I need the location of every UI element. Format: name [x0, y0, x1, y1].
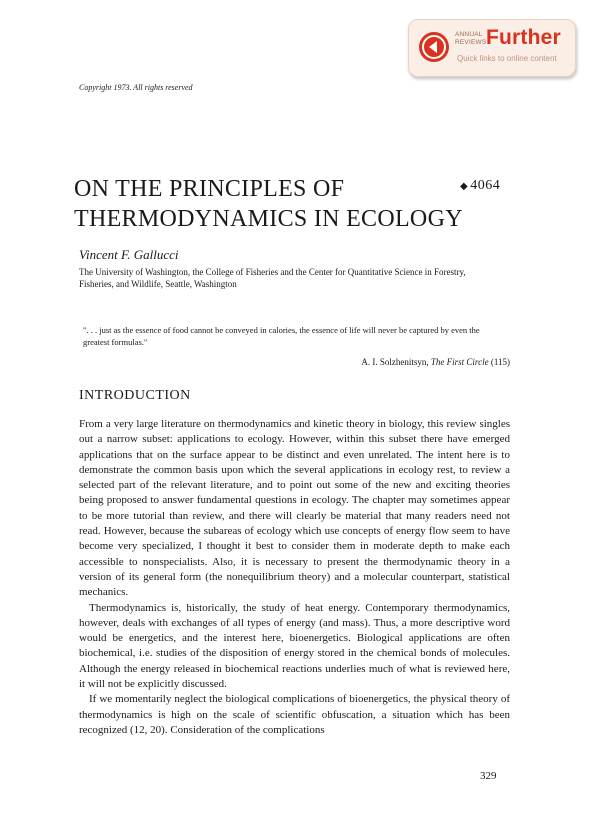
section-code: ◆ 4064: [460, 178, 501, 193]
further-label: Further: [486, 26, 561, 49]
paragraph: Thermodynamics is, historically, the study of heat energy. Contemporary thermodynamics, however, deals with exchanges of all types of energy (and mass). Thus, a more descriptive word would be energetics, and the interest here, bioenergetics. Biological applications are often biochemical, i.e. studies of the disposition of energy stored in the chemical bonds of molecules. Although the energy released in biochemical reactions underlies much of what is reviewed here, it will not be explicitly discussed.: [79, 601, 510, 691]
diamond-icon: ◆: [460, 181, 469, 192]
epigraph-work: The First Circle: [430, 357, 489, 367]
author-affiliation: The University of Washington, the College of Fisheries and the Center for Quantitative Science in Forestry, Fisheries, and Wildlife, Seattle, Washington: [79, 267, 466, 289]
author-name: Vincent F. Gallucci: [79, 247, 179, 262]
quick-links-label: Quick links to online content: [457, 54, 557, 63]
article-title: [74, 174, 463, 234]
annual-reviews-logo: ANNUAL REVIEWS: [455, 31, 487, 46]
epigraph-ref: (115): [490, 357, 510, 367]
section-heading: INTRODUCTION: [79, 388, 191, 403]
title-line-2: THERMODYNAMICS IN ECOLOGY: [74, 206, 463, 232]
back-arrow-icon: [419, 32, 449, 62]
body-text: [79, 417, 510, 738]
epigraph-author: A. I. Solzhenitsyn,: [361, 357, 429, 367]
paragraph: From a very large literature on thermodynamics and kinetic theory in biology, this review singles out a narrow subset: applications to ecology. However, within this subset there have emerged applications that on the surface appear to be distinct and even unrelated. The intent here is to demonstrate the common basis upon which the several applications in ecology rest, to review a selected part of the relevant literature, and to point out some of the new and exciting theories being proposed to answer fundamental questions in ecology. The chapter may sometimes appear to be more tutorial than review, and there will clearly be material that many readers need not read. However, because the subareas of ecology which use concepts of energy flow seem to have become very specialized, I thought it best to consider them in moderate depth to make each accessible to nonspecialists. Also, it is necessary to present the thermodynamic theory in a version of its general form (the nonequilibrium theory) and a molecular counterpart, statistical mechanics.: [79, 418, 510, 599]
epigraph-attribution: [285, 357, 510, 367]
page-number: 329: [480, 770, 497, 782]
title-line-1: ON THE PRINCIPLES OF: [74, 176, 345, 202]
epigraph-quote: ". . . just as the essence of food cannot be conveyed in calories, the essence of life will never be captured by even the greatest formulas.": [83, 325, 480, 347]
paragraph: If we momentarily neglect the biological complications of bioenergetics, the physical theory of thermodynamics is high on the scale of scientific obfuscation, a situation which has been recognized (12, 20). Consideration of the complications: [79, 693, 510, 736]
further-banner[interactable]: [408, 19, 576, 77]
copyright-notice: Copyright 1973. All rights reserved: [79, 83, 193, 92]
